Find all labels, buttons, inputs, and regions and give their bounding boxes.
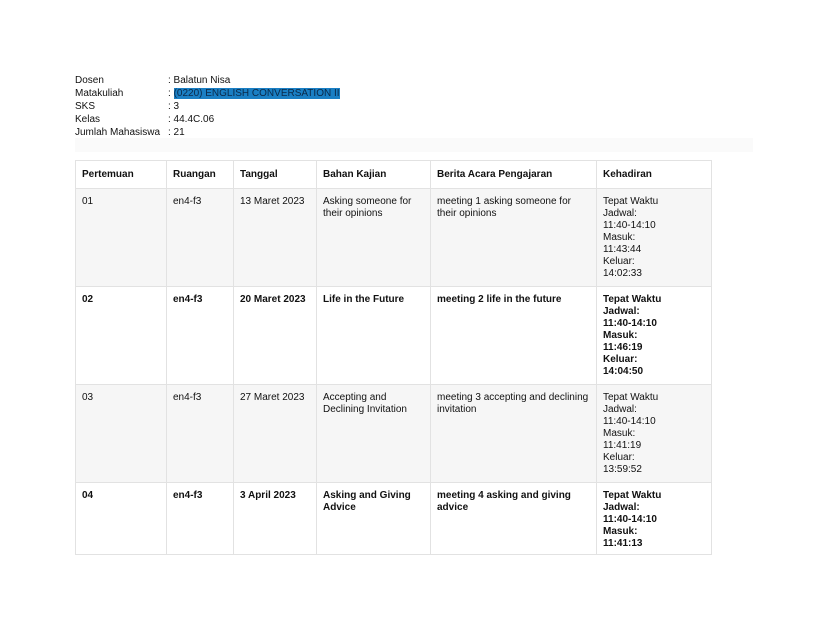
matakuliah-colon: :	[168, 88, 174, 99]
cell-pertemuan: 03	[76, 385, 167, 483]
cell-bahan-kajian: Life in the Future	[317, 287, 431, 385]
cell-bahan-kajian: Asking someone for their opinions	[317, 189, 431, 287]
cell-kehadiran	[597, 483, 712, 555]
kehadiran-status: Tepat Waktu	[603, 490, 662, 501]
kehadiran-masuk-label: Masuk:	[603, 232, 636, 243]
kehadiran-jadwal-value: 11:40-14:10	[603, 416, 656, 427]
cell-kehadiran	[597, 287, 712, 385]
cell-bahan-kajian: Asking and Giving Advice	[317, 483, 431, 555]
sks-value: : 3	[168, 101, 180, 112]
info-row-sks	[75, 100, 340, 113]
kehadiran-jadwal-label: Jadwal:	[603, 404, 637, 415]
kehadiran-masuk-value: 11:41:19	[603, 440, 642, 451]
cell-berita-acara: meeting 1 asking someone for their opinions	[431, 189, 597, 287]
table-row	[76, 385, 712, 483]
matakuliah-selected-text[interactable]: (0220) ENGLISH CONVERSATION II	[173, 88, 340, 99]
kehadiran-jadwal-value: 11:40-14:10	[603, 514, 657, 525]
kehadiran-jadwal-label: Jadwal:	[603, 208, 637, 219]
info-divider-strip	[75, 138, 753, 152]
table-row	[76, 189, 712, 287]
info-row-dosen	[75, 74, 340, 87]
cell-ruangan: en4-f3	[167, 189, 234, 287]
kehadiran-jadwal-label: Jadwal:	[603, 306, 640, 317]
kehadiran-keluar-value: 14:04:50	[603, 366, 644, 377]
cell-berita-acara: meeting 3 accepting and declining invitation	[431, 385, 597, 483]
header-tanggal: Tanggal	[234, 161, 317, 189]
kehadiran-masuk-value: 11:46:19	[603, 342, 643, 353]
dosen-label: Dosen	[75, 75, 104, 86]
kehadiran-keluar-label: Keluar:	[603, 354, 638, 365]
kehadiran-masuk-label: Masuk:	[603, 330, 638, 341]
kehadiran-masuk-value: 11:43:44	[603, 244, 642, 255]
sks-label: SKS	[75, 101, 96, 112]
kehadiran-keluar-value: 14:02:33	[603, 268, 642, 279]
kehadiran-jadwal-value: 11:40-14:10	[603, 318, 657, 329]
cell-pertemuan: 02	[76, 287, 167, 385]
cell-tanggal: 13 Maret 2023	[234, 189, 317, 287]
kehadiran-status: Tepat Waktu	[603, 392, 659, 403]
kehadiran-keluar-label: Keluar:	[603, 452, 635, 463]
cell-pertemuan: 01	[76, 189, 167, 287]
cell-bahan-kajian: Accepting and Declining Invitation	[317, 385, 431, 483]
meeting-schedule-table	[75, 160, 712, 555]
kehadiran-keluar-value: 13:59:52	[603, 464, 642, 475]
header-kehadiran: Kehadiran	[597, 161, 712, 189]
header-bahan-kajian: Bahan Kajian	[317, 161, 431, 189]
jumlah-mahasiswa-value: : 21	[168, 127, 185, 138]
kehadiran-masuk-value: 11:41:13	[603, 538, 643, 549]
cell-kehadiran	[597, 189, 712, 287]
cell-tanggal: 3 April 2023	[234, 483, 317, 555]
table-row	[76, 287, 712, 385]
cell-pertemuan: 04	[76, 483, 167, 555]
info-row-matakuliah	[75, 87, 340, 100]
kelas-value: : 44.4C.06	[168, 114, 215, 125]
cell-tanggal: 27 Maret 2023	[234, 385, 317, 483]
matakuliah-value	[168, 87, 340, 100]
cell-ruangan: en4-f3	[167, 287, 234, 385]
header-berita-acara: Berita Acara Pengajaran	[431, 161, 597, 189]
header-pertemuan: Pertemuan	[76, 161, 167, 189]
table-header-row	[76, 161, 712, 189]
info-row-kelas	[75, 113, 340, 126]
cell-tanggal: 20 Maret 2023	[234, 287, 317, 385]
jumlah-mahasiswa-label: Jumlah Mahasiswa	[75, 127, 161, 138]
kehadiran-status: Tepat Waktu	[603, 196, 659, 207]
kehadiran-masuk-label: Masuk:	[603, 526, 638, 537]
matakuliah-label: Matakuliah	[75, 88, 124, 99]
kehadiran-jadwal-value: 11:40-14:10	[603, 220, 656, 231]
kehadiran-keluar-label: Keluar:	[603, 256, 635, 267]
cell-ruangan: en4-f3	[167, 385, 234, 483]
kehadiran-jadwal-label: Jadwal:	[603, 502, 640, 513]
cell-ruangan: en4-f3	[167, 483, 234, 555]
kehadiran-status: Tepat Waktu	[603, 294, 662, 305]
header-ruangan: Ruangan	[167, 161, 234, 189]
dosen-value: : Balatun Nisa	[168, 75, 231, 86]
cell-berita-acara: meeting 2 life in the future	[431, 287, 597, 385]
cell-berita-acara: meeting 4 asking and giving advice	[431, 483, 597, 555]
table-row	[76, 483, 712, 555]
kehadiran-masuk-label: Masuk:	[603, 428, 636, 439]
cell-kehadiran	[597, 385, 712, 483]
kelas-label: Kelas	[75, 114, 101, 125]
course-info	[75, 74, 340, 139]
